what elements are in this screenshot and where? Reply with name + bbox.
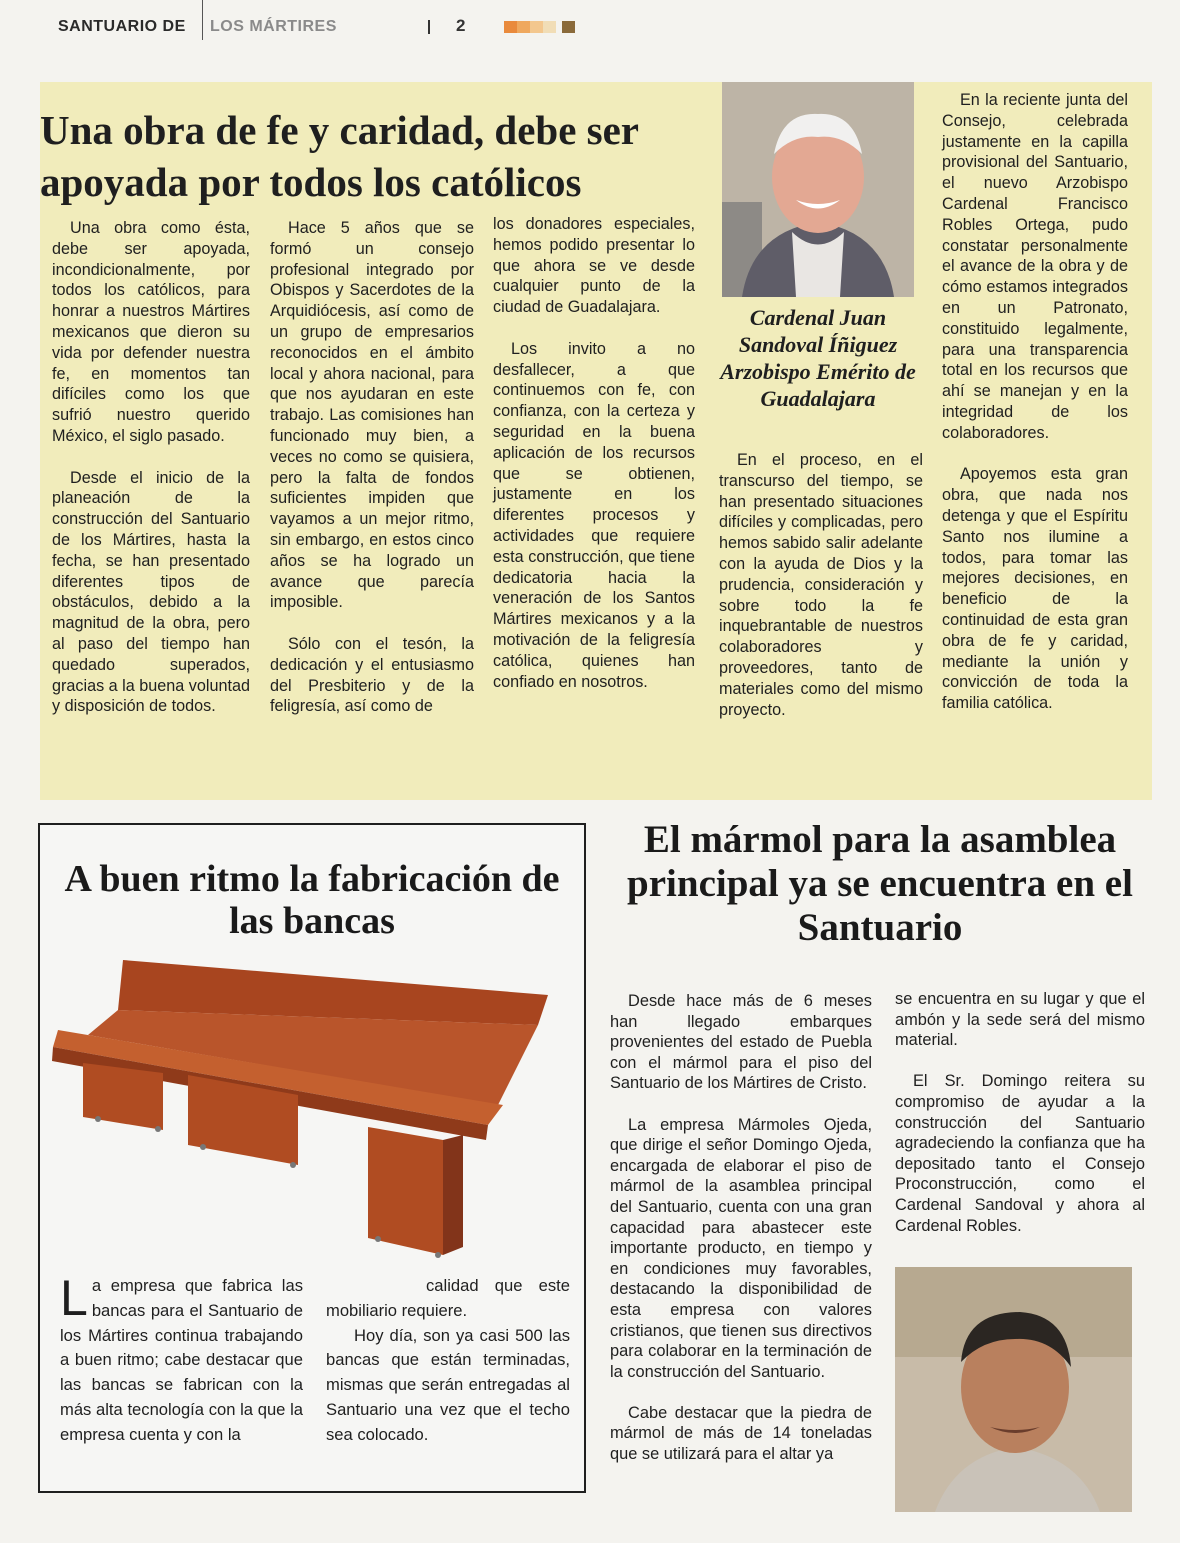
paragraph: Desde el inicio de la planeación de la construcción del Santuario de los Mártires, hasta la fecha, se han presentado diferentes tipos de obstáculos, debido a la magnitud de la obra, pero al paso del tiempo han quedado superados, gracias a la buena voluntad y disposición de todos. xyxy=(52,468,250,716)
color-swatch xyxy=(530,21,543,33)
article-column xyxy=(493,214,695,692)
page-number: 2 xyxy=(456,16,466,35)
article-column xyxy=(52,218,250,717)
paragraph: se encuentra en su lugar y que el ambón y la sede será del mismo material. xyxy=(895,990,1145,1050)
paragraph: En el proceso, en el transcurso del tiempo, se han presentado situaciones difíciles y complicadas, pero hemos sabido salir adelante con la ayuda de Dios y la prudencia, consideración y sobre todo la fe inquebrantable de nuestros colaboradores y proveedores, tanto de materiales como del mismo proyecto. xyxy=(719,451,923,719)
paragraph: Una obra como ésta, debe ser apoyada, incondicionalmente, por todos los católicos, para honrar a nuestros Mártires mexicanos que dieron su vida por defender nuestra fe, en momentos tan difíciles como los que sufrió nuestro querido México, el siglo pasado. xyxy=(52,219,250,445)
color-swatch xyxy=(517,21,530,33)
paragraph: Los invito a no desfallecer, a que continuemos con fe, con confianza, con la certeza y seguridad en la buena aplicación de los recursos que se obtienen, justamente en los diferentes procesos y actividades que requiere esta construcción, que tiene dedicatoria hacia la veneración de los Santos Mártires mexicanos y a la motivación de la feligresía católica, quienes han confiado en nosotros. xyxy=(493,339,695,691)
paragraph: los donadores especiales, hemos podido presentar lo que ahora se ve desde cualquier punto de la ciudad de Guadalajara. xyxy=(493,215,695,317)
paragraph: El Sr. Domingo reitera su compromiso de ayudar a la construcción del Santuario agradeciendo la confianza que ha depositado tanto el Consejo Proconstrucción, como el Cardenal Sandoval y ahora al Cardenal Robles. xyxy=(895,1072,1145,1235)
domingo-ojeda-photo xyxy=(895,1267,1132,1512)
paragraph: Cabe destacar que la piedra de mármol de más de 14 toneladas que se utilizará para el altar ya xyxy=(610,1403,872,1464)
paragraph: a empresa que fabrica las bancas para el Santuario de los Mártires continua trabajando a buen ritmo; cabe destacar que las bancas se fabrican con la más alta tecnología con la que la empresa cuenta y con la xyxy=(60,1276,303,1444)
header-bar xyxy=(428,20,430,34)
article-column xyxy=(942,90,1128,714)
article-column xyxy=(326,1274,570,1448)
paragraph: La empresa Mármoles Ojeda, que dirige el señor Domingo Ojeda, encargada de elaborar el piso de mármol de la asamblea principal del Santuario, cuenta con una gran capacidad para abastecer este importante producto, en tiempo y en condiciones muy favorables, destacando la disponibilidad de esta empresa con valores cristianos, que tienen sus directivos para colaborar en la terminación de la construcción del Santuario. xyxy=(610,1115,872,1381)
drop-cap: L xyxy=(60,1270,88,1326)
article-column xyxy=(719,450,923,720)
section-title: SANTUARIO DE xyxy=(58,18,186,35)
article-column xyxy=(895,989,1145,1236)
paragraph: Hace 5 años que se formó un consejo profesional integrado por Obispos y Sacerdotes de la Arquidiócesis, así como de un grupo de empresarios reconocidos en el ámbito local y ahora nacional, para que nos ayudaran en este trabajo. Las comisiones han funcionado muy bien, a veces no como se quisiera, pero la falta de fondos suficientes impiden que vayamos a un mejor ritmo, sin embargo, en estos cinco años se ha logrado un avance que parecía imposible. xyxy=(270,219,474,612)
paragraph: Hoy día, son ya casi 500 las bancas que están terminadas, mismas que serán entregadas al Santuario una vez que el techo sea colocado. xyxy=(326,1325,570,1444)
color-swatch xyxy=(543,21,556,33)
paragraph: Desde hace más de 6 meses han llegado embarques provenientes del estado de Puebla con el mármol para el piso del Santuario de los Mártires de Cristo. xyxy=(610,992,872,1093)
section-subtitle: LOS MÁRTIRES xyxy=(210,18,337,35)
color-swatch xyxy=(504,21,517,33)
wooden-bench-photo xyxy=(48,955,568,1270)
cardinal-portrait-photo xyxy=(722,82,914,297)
article-headline: Una obra de fe y caridad, debe ser apoyada por todos los católicos xyxy=(40,107,639,205)
photo-caption: Cardenal Juan Sandoval Íñiguez Arzobispo Emérito de Guadalajara xyxy=(720,305,916,411)
paragraph: Sólo con el tesón, la dedicación y el entusiasmo del Presbiterio y de la feligresía, así como de xyxy=(270,634,474,716)
article-column xyxy=(610,991,872,1465)
article-column xyxy=(270,218,474,717)
article-headline: A buen ritmo la fabricación de las bancas xyxy=(64,858,560,942)
color-swatch xyxy=(562,21,575,33)
article-column xyxy=(60,1270,303,1448)
header-divider xyxy=(202,0,203,40)
paragraph: Apoyemos esta gran obra, que nada nos detenga y que el Espíritu Santo nos ilumine a todos, para tomar las mejores decisiones, en beneficio de la continuidad de esta gran obra de fe y caridad, mediante la unión y convicción de toda la familia católica. xyxy=(942,465,1128,713)
paragraph: calidad que este mobiliario requiere. xyxy=(326,1276,570,1320)
paragraph: En la reciente junta del Consejo, celebrada justamente en la capilla provisional del Santuario, el nuevo Arzobispo Cardenal Francisco Robles Ortega, pudo constatar personalmente el avance de la obra y de cómo estamos integrados en un Patronato, constituido legalmente, para una transparencia total en los recursos que ahí se manejan y en la integridad de los colaboradores. xyxy=(942,91,1128,442)
article-headline: El mármol para la asamblea principal ya se encuentra en el Santuario xyxy=(627,818,1133,949)
